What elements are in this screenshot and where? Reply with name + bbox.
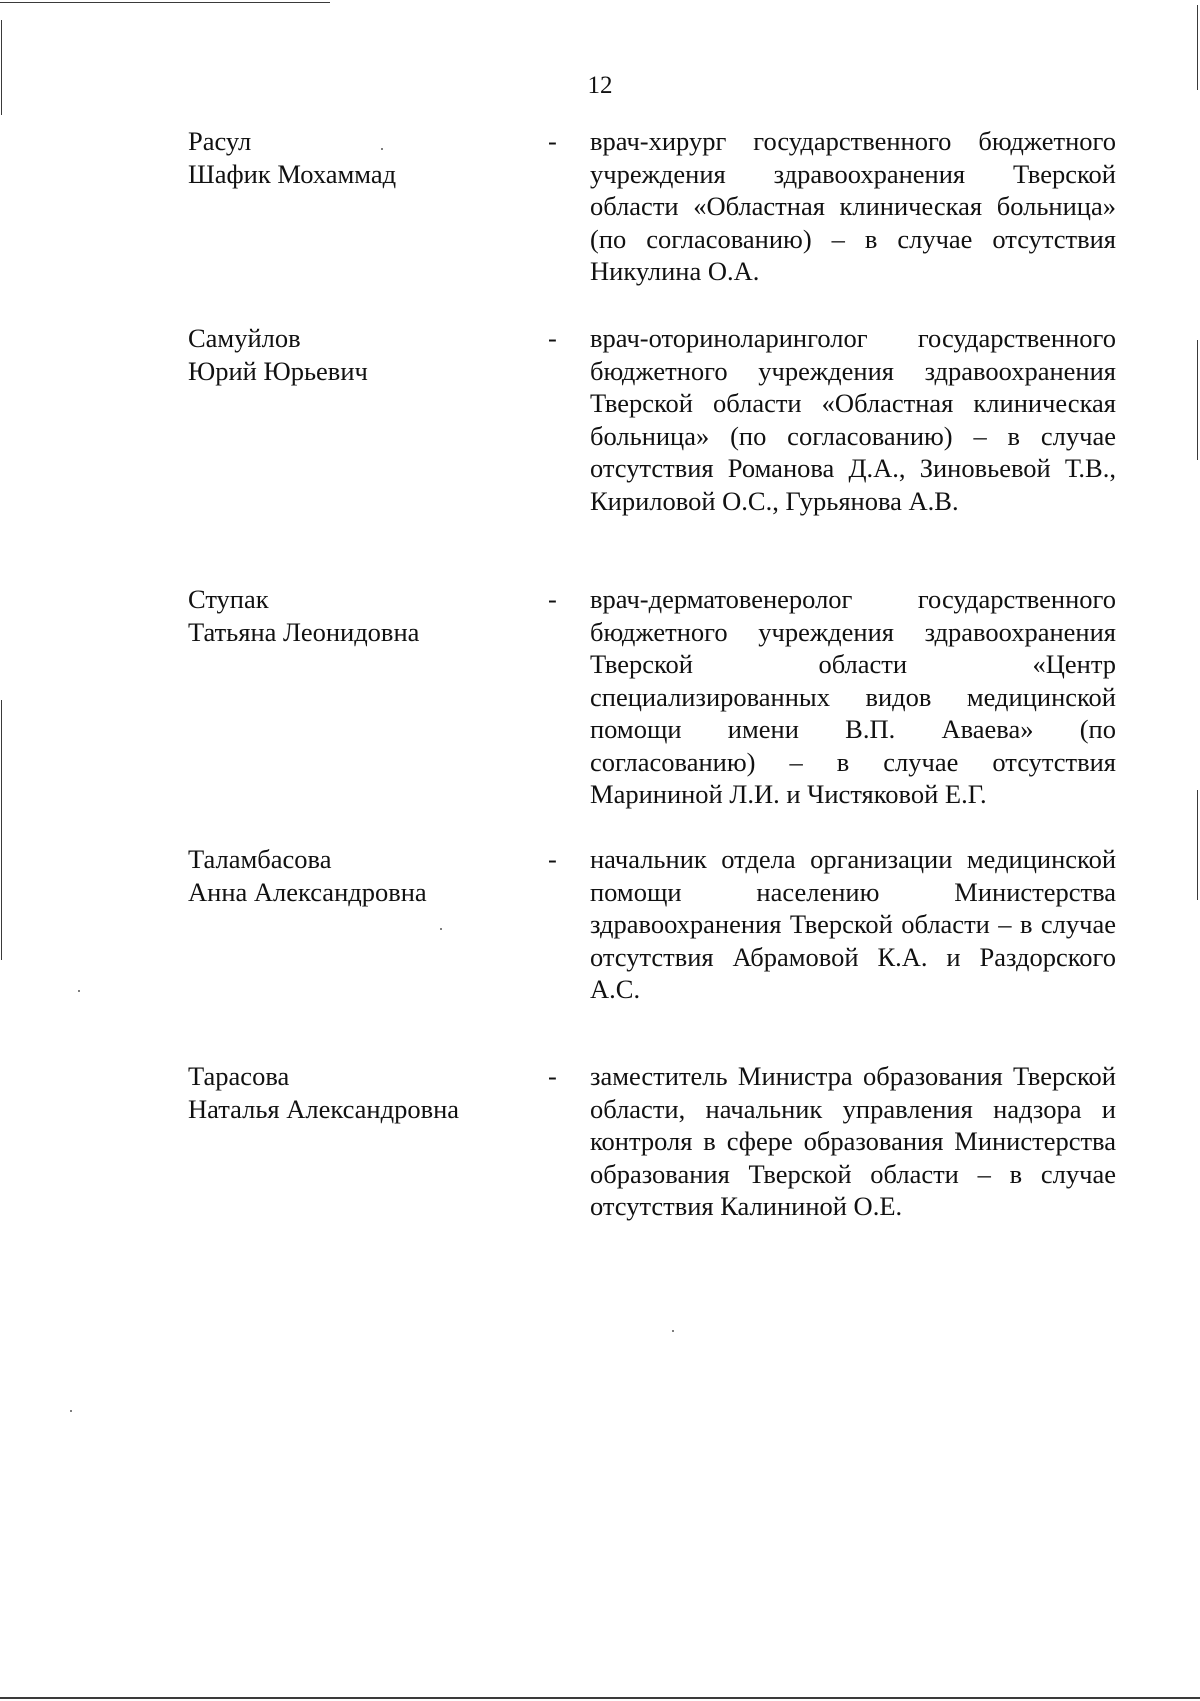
- member-given-names: Татьяна Леонидовна: [188, 616, 420, 647]
- scan-speck: [440, 928, 442, 930]
- member-position: врач-дерматовенеролог государственного бюджетного учреждения здравоохранения Тверской области «Центр специализированных видов медицинской помощи имени В.П. Аваева» (по согласованию) – в случае отсутствия Марининой Л.И. и Чистяковой Е.Г.: [590, 584, 1116, 809]
- scan-right-edge-mark: [1197, 790, 1198, 900]
- member-surname: Таламбасова: [188, 844, 332, 874]
- member-given-names: Юрий Юрьевич: [188, 355, 368, 386]
- member-surname: Самуйлов: [188, 323, 301, 353]
- member-position: начальник отдела организации медицинской помощи населению Министерства здравоохранения Тверской области – в случае отсутствия Абрамовой К.А. и Раздорского А.С.: [590, 844, 1116, 1004]
- member-position: врач-хирург государственного бюджетного учреждения здравоохранения Тверской области «Областная клиническая больница» (по согласованию) – в случае отсутствия Никулина О.А.: [590, 126, 1116, 286]
- member-surname: Ступак: [188, 584, 269, 614]
- scan-speck: [672, 1330, 674, 1332]
- scan-left-edge-mark: [1, 700, 2, 960]
- member-position: врач-оториноларинголог государственного бюджетного учреждения здравоохранения Тверской области «Областная клиническая больница» (по согласованию) – в случае отсутствия Романова Д.А., Зиновьевой Т.В., Кириловой О.С., Гурьянова А.В.: [590, 323, 1116, 516]
- member-name: [188, 1060, 508, 1125]
- member-given-names: Шафик Мохаммад: [188, 158, 397, 189]
- member-given-names: Анна Александровна: [188, 876, 427, 907]
- page-number: 12: [587, 72, 613, 99]
- scan-bottom-edge-line: [0, 1697, 1200, 1699]
- member-name: [188, 843, 508, 908]
- entry-dash: -: [548, 126, 557, 156]
- entry-dash: -: [548, 844, 557, 874]
- scan-top-edge-line: [0, 2, 330, 3]
- member-name: [188, 322, 508, 387]
- scan-speck: [78, 990, 80, 992]
- member-surname: Тарасова: [188, 1061, 290, 1091]
- member-name: [188, 583, 508, 648]
- member-given-names: Наталья Александровна: [188, 1093, 460, 1124]
- scan-speck: [70, 1410, 72, 1412]
- entry-dash: -: [548, 584, 557, 614]
- entry-dash: -: [548, 323, 557, 353]
- entry-dash: -: [548, 1061, 557, 1091]
- member-name: [188, 125, 508, 190]
- member-position: заместитель Министра образования Тверской области, начальник управления надзора и контроля в сфере образования Министерства образования Тверской области – в случае отсутствия Калининой О.Е.: [590, 1061, 1116, 1221]
- scan-right-edge-mark: [1197, 340, 1198, 460]
- member-surname: Расул: [188, 126, 252, 156]
